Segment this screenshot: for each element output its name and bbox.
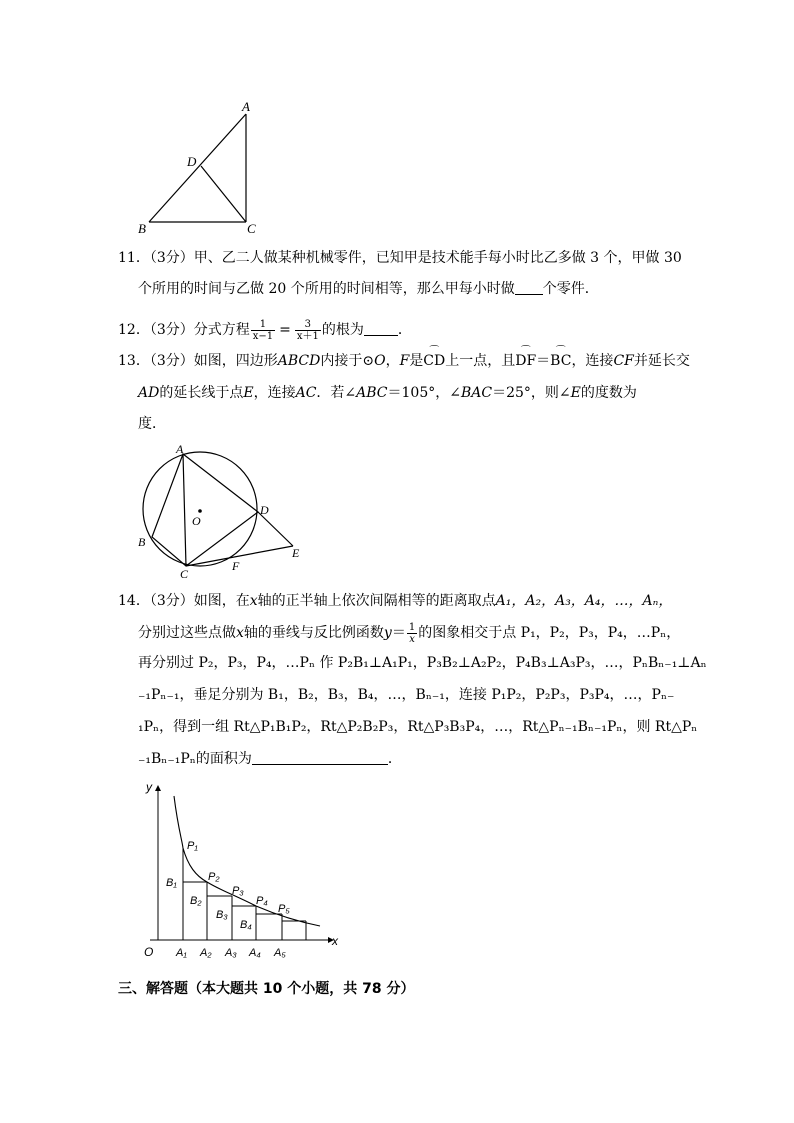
q14-line2 (138, 620, 680, 646)
q12-prefix: 12．（3分）分式方程 (118, 322, 250, 338)
q14-frac-den: x (409, 633, 415, 645)
q14-text: 的图象相交于点 P₁，P₂，P₃，P₄，…Pₙ， (418, 625, 681, 641)
q13-text: ABCD (277, 353, 321, 369)
label-E: E (292, 546, 300, 560)
q14-text: 分别过这些点做 (138, 625, 236, 641)
q14-text: ． (387, 751, 402, 767)
label-B: B (138, 535, 146, 549)
q12-fraction-1 (251, 319, 275, 342)
q13-text: 内接于⊙ (320, 353, 375, 369)
q14-line6 (138, 750, 402, 768)
inverse-function-figure (140, 778, 345, 962)
q14-line5: ₁Pₙ，得到一组 Rt△P₁B₁P₂，Rt△P₂B₂P₃，Rt△P₃B₃P₄，…，Rt△Pₙ₋₁Bₙ₋₁Pₙ，则 Rt△Pₙ (138, 719, 698, 735)
label-P1: P₁ (187, 840, 198, 852)
q12-answer-blank[interactable] (364, 321, 398, 336)
q14-text: ₋₁Bₙ₋₁Pₙ的面积为 (138, 751, 252, 767)
q14-text: 轴的正半轴上依次间隔相等的距离取点 (257, 593, 496, 609)
label-B1: B₁ (166, 877, 177, 889)
label-P4: P₄ (256, 895, 268, 907)
label-P3: P₃ (232, 885, 244, 897)
q13-text: CF (613, 353, 634, 369)
q14-line3: 再分别过 P₂，P₃，P₄，…Pₙ 作 P₂B₁⊥A₁P₁，P₃B₂⊥A₂P₂，P₄B₃⊥A₃P₃，…，PₙBₙ₋₁⊥Aₙ (138, 655, 707, 671)
q14-text: 轴的垂线与反比例函数 (243, 625, 384, 641)
arc-cd: ⌒ CD (423, 352, 445, 370)
q13-text: ABC (356, 385, 388, 401)
q14-text: x (236, 625, 244, 641)
q14-frac-num: 1 (408, 621, 416, 633)
label-A4: A₄ (249, 947, 261, 959)
q12-fraction-2 (295, 319, 321, 342)
q12-equals: = (279, 322, 291, 338)
q13-text: AC (295, 385, 317, 401)
q11-line2-a: 个所用的时间与乙做 20 个所用的时间相等，那么甲每小时做 (138, 281, 515, 297)
q13-text: F (399, 353, 410, 369)
label-D: D (187, 154, 197, 169)
q14-text: ＝ (391, 625, 406, 641)
q11-line2-b: 个零件． (542, 281, 599, 297)
q13-text: ＝ (536, 353, 551, 369)
label-A1: A₁ (176, 947, 187, 959)
q14-answer-blank[interactable] (252, 750, 388, 765)
q13-text: ，连接 (571, 353, 614, 369)
origin-label: O (144, 945, 154, 959)
triangle-figure (130, 96, 270, 238)
q12-end: ． (397, 322, 412, 338)
label-P2: P₂ (208, 871, 220, 883)
label-A5: A₅ (274, 947, 286, 959)
label-B: B (138, 221, 146, 236)
label-C: C (247, 221, 256, 236)
q13-text: 上一点，且 (445, 353, 516, 369)
q13-text: 的延长线于点 (159, 385, 244, 401)
label-P5: P₅ (278, 903, 290, 915)
q13-text: 是 (409, 353, 424, 369)
q14-line1 (118, 592, 672, 610)
q12-frac2-den: x＋1 (296, 330, 319, 342)
label-A: A (242, 99, 250, 114)
q13-text: BAC (460, 385, 493, 401)
label-B2: B₂ (190, 895, 202, 907)
q11-line1: 11．（3分）甲、乙二人做某种机械零件，已知甲是技术能手每小时比乙多做 3 个，甲做 30 (118, 250, 682, 266)
q13-text: ＝105°，∠ (387, 385, 461, 401)
q13-line3: 度． (138, 416, 166, 432)
label-F: F (232, 559, 240, 573)
q13-text: ＝25°，则∠ (492, 385, 571, 401)
label-B3: B₃ (216, 909, 228, 921)
q13-text: AD (138, 385, 160, 401)
q14-text: A₁，A₂，A₃，A₄，…，Aₙ， (495, 593, 673, 609)
q13-line1 (118, 352, 690, 370)
label-A2: A₂ (200, 947, 212, 959)
q12-frac2-num: 3 (295, 319, 321, 331)
q13-text: 的度数为 (580, 385, 637, 401)
q14-text: 14．（3分）如图，在 (118, 593, 250, 609)
q12-frac1-den: x−1 (252, 330, 274, 342)
axis-x-label: x (332, 934, 338, 948)
label-A3: A₃ (225, 947, 237, 959)
label-D: D (260, 503, 269, 517)
q13-text: 13．（3分）如图，四边形 (118, 353, 278, 369)
q13-text: ， (385, 353, 400, 369)
q13-text: ，连接 (253, 385, 296, 401)
q14-text: x (249, 593, 258, 609)
q12-frac1-num: 1 (251, 319, 275, 331)
q13-text: E (570, 385, 581, 401)
q13-text: ．若∠ (316, 385, 357, 401)
q13-text: E (243, 385, 254, 401)
section-3-heading: 三、解答题（本大题共 10 个小题，共 78 分） (118, 981, 415, 997)
q14-fraction (407, 622, 417, 645)
q14-line4: ₋₁Pₙ₋₁，垂足分别为 B₁，B₂，B₃，B₄，…，Bₙ₋₁，连接 P₁P₂，P₂P₃，P₃P₄，…，Pₙ₋ (138, 687, 675, 703)
arc-df: ⌒ DF (515, 352, 536, 370)
arc-bc: ⌒ BC (550, 352, 571, 370)
q12-suffix: 的根为 (321, 322, 364, 338)
q11-answer-blank[interactable] (515, 280, 543, 295)
label-C: C (180, 567, 189, 580)
circle-quadrilateral-figure (130, 440, 310, 580)
q13-text: 并延长交 (633, 353, 690, 369)
label-O: O (192, 514, 201, 528)
axis-y-label: y (146, 780, 152, 794)
q13-text: O (374, 353, 386, 369)
label-B4: B₄ (240, 919, 252, 931)
label-A: A (176, 442, 184, 456)
q14-text: y (383, 625, 392, 641)
q13-line2 (138, 384, 637, 402)
